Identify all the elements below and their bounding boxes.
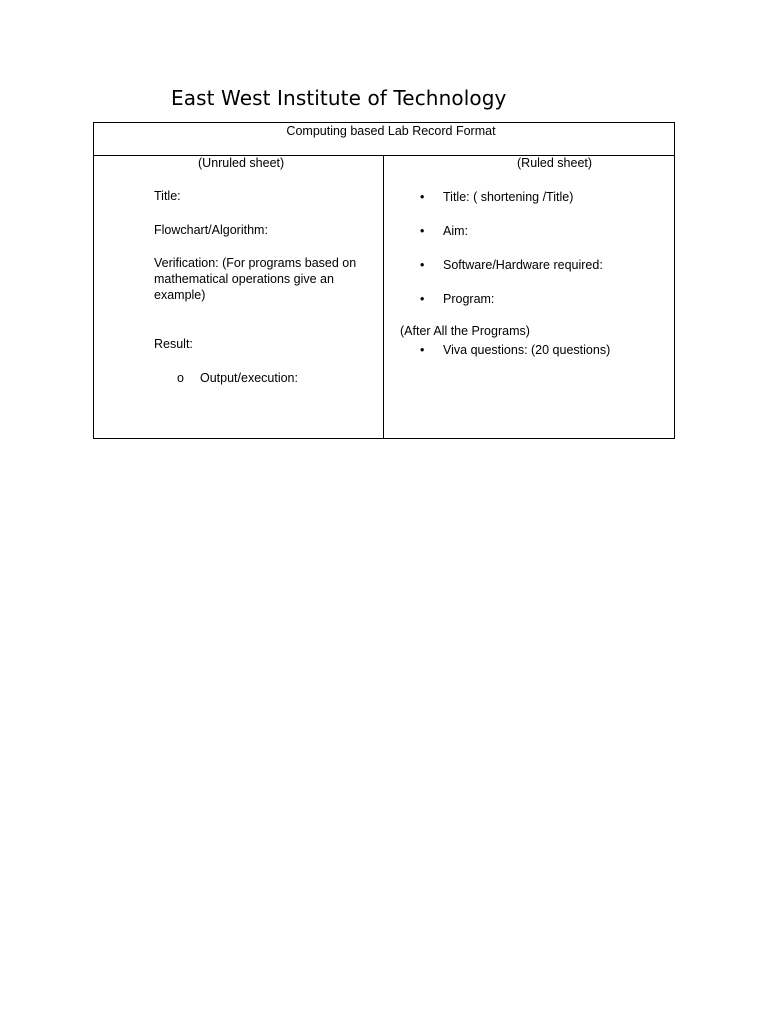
bullet-marker: • [420,343,425,357]
bullet-marker: • [420,258,425,272]
left-flowchart-label: Flowchart/Algorithm: [154,223,268,237]
table-header-text: Computing based Lab Record Format [286,124,496,138]
left-column-heading: (Unruled sheet) [198,156,285,170]
bullet-marker: • [420,224,425,238]
left-title-label: Title: [154,189,181,203]
right-item-aim: Aim: [443,224,468,238]
left-output-label: Output/execution: [200,371,298,385]
right-column-heading: (Ruled sheet) [517,156,593,170]
right-item-software: Software/Hardware required: [443,258,603,272]
left-verification-line-3: example) [154,288,206,302]
bullet-marker: • [420,292,425,306]
document-title: East West Institute of Technology [171,86,507,110]
sub-bullet-marker: o [177,371,184,385]
bullet-marker: • [420,190,425,204]
right-item-title: Title: ( shortening /Title) [443,190,574,204]
left-verification-line-1: Verification: (For programs based on [154,256,357,270]
right-item-program: Program: [443,292,495,306]
right-item-viva: Viva questions: (20 questions) [443,343,611,357]
left-verification-line-2: mathematical operations give an [154,272,334,286]
table-header-row [94,123,674,156]
column-divider [383,156,384,438]
right-after-note: (After All the Programs) [400,324,530,338]
left-result-label: Result: [154,337,193,351]
